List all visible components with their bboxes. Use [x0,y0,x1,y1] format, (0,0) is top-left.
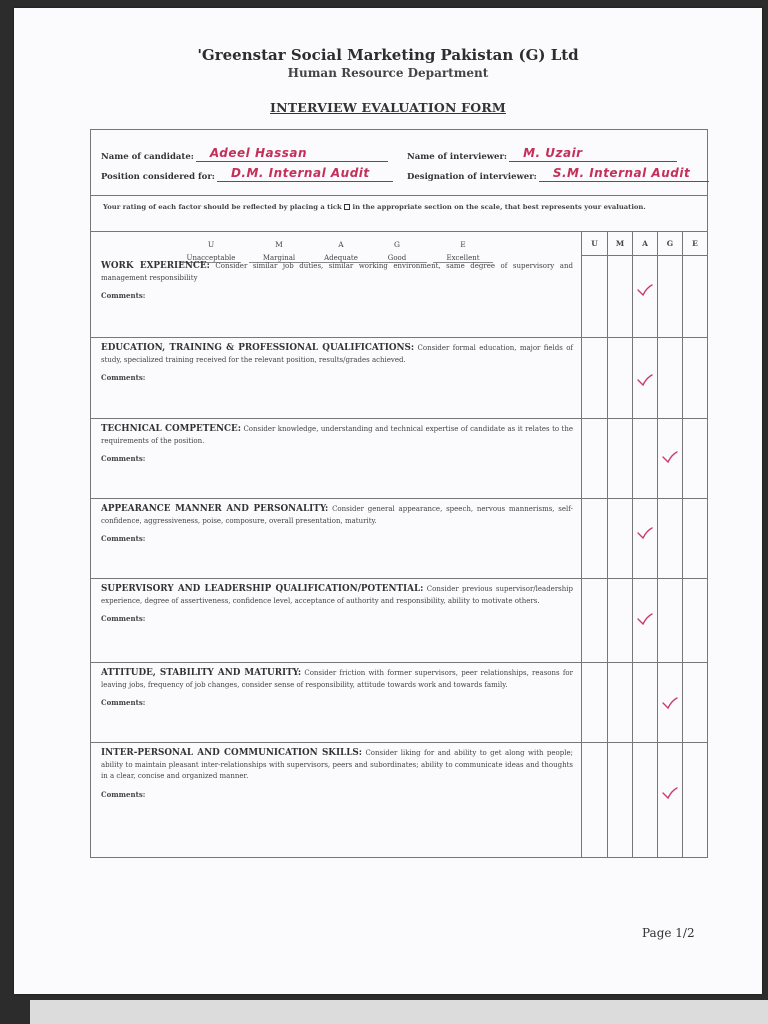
form-header [14,46,762,115]
rating-cell-u[interactable] [581,256,607,337]
scale-word: Marginal [249,254,309,263]
interviewer-name-field[interactable] [509,148,677,162]
next-page-edge [30,1000,768,1024]
column-header-g: G [657,232,682,256]
evaluation-criterion [101,668,573,709]
candidate-info-box [91,130,707,196]
evaluation-row [91,338,707,419]
scale-word: Adequate [311,254,371,263]
designation-value: S.M. Internal Audit [552,166,691,180]
criterion-title: INTER-PERSONAL AND COMMUNICATION SKILLS: [101,748,363,758]
rating-cell-e[interactable] [682,663,707,742]
tick-mark-icon [637,283,653,297]
rating-cell-e[interactable] [682,338,707,418]
rating-tick-mark [662,695,678,709]
scale-code: M [275,240,283,249]
rating-cell-a[interactable] [632,419,657,498]
rating-cell-g[interactable] [657,338,682,418]
instruction-text: Your rating of each factor should be reflected by placing a tick [103,203,342,211]
rating-cell-g[interactable] [657,743,682,857]
rating-cell-m[interactable] [607,579,632,662]
designation-row [407,168,709,182]
scale-code: G [394,240,400,249]
scale-code: A [338,240,344,249]
rating-cell-e[interactable] [682,256,707,337]
evaluation-row [91,419,707,499]
position-row [101,168,393,182]
evaluation-row [91,579,707,663]
evaluation-criterion [101,343,573,384]
rating-cell-g[interactable] [657,499,682,578]
rating-tick-mark [662,785,678,799]
tick-mark-icon [637,526,653,540]
column-header-m: M [607,232,632,256]
comments-label: Comments: [101,789,146,799]
scale-word: Excellent [433,254,493,263]
position-label: Position considered for: [101,172,215,182]
scale-word: Good [367,254,427,263]
tick-mark-icon [637,612,653,626]
evaluation-criterion [101,584,573,625]
rating-tick-mark [637,525,653,539]
rating-cell-u[interactable] [581,579,607,662]
column-header-e: E [682,232,707,256]
criterion-description: Consider formal education, major fields of study, specialized training received for the relevant position, results/grades achieved. [101,344,574,364]
rating-cell-m[interactable] [607,419,632,498]
comments-label: Comments: [101,291,146,300]
position-field[interactable] [217,168,393,182]
column-header-a: A [632,232,657,256]
rating-cell-a[interactable] [632,743,657,857]
candidate-name-field[interactable] [196,148,388,162]
form-title: INTERVIEW EVALUATION FORM [270,100,506,115]
tickbox-icon [344,204,350,210]
rating-cell-m[interactable] [607,663,632,742]
department-name: Human Resource Department [287,66,489,80]
rating-cell-e[interactable] [682,419,707,498]
candidate-name-row [101,148,388,162]
comments-label: Comments: [101,534,146,543]
rating-cell-e[interactable] [682,499,707,578]
scale-code: E [460,240,466,249]
rating-cell-m[interactable] [607,338,632,418]
criterion-title: TECHNICAL COMPETENCE: [101,424,241,434]
criterion-description: Consider knowledge, understanding and technical expertise of candidate as it relates to the requirements of the position. [101,425,574,445]
designation-label: Designation of interviewer: [407,172,537,182]
rating-cell-e[interactable] [682,579,707,662]
rating-cell-u[interactable] [581,338,607,418]
scale-word: Unacceptable [181,254,241,263]
evaluation-row [91,256,707,338]
evaluation-row [91,663,707,743]
comments-label: Comments: [101,454,146,463]
interviewer-name-value: M. Uzair [523,146,583,160]
criterion-description: Consider general appearance, speech, nervous mannerisms, self-confidence, aggressiveness, poise, composure, overall presentation, maturity. [101,505,573,525]
criterion-description: Consider similar job duties, similar working environment, same degree of supervisory and management responsibility [101,262,573,282]
rating-cell-u[interactable] [581,499,607,578]
evaluation-row [91,499,707,579]
rating-tick-mark [662,449,678,463]
criterion-title: EDUCATION, TRAINING & PROFESSIONAL QUALIFICATIONS: [101,343,415,353]
evaluation-form [90,129,708,858]
criterion-description: Consider friction with former supervisors, peer relationships, reasons for leaving jobs, frequency of job changes, consider sense of responsibility, attitude towards work and towards family. [101,669,573,689]
rating-cell-u[interactable] [581,419,607,498]
tick-mark-icon [662,696,678,710]
evaluation-criterion [101,261,573,302]
comments-label: Comments: [101,698,146,707]
evaluation-row [91,743,707,857]
designation-field[interactable] [539,168,709,182]
rating-instruction [91,196,707,232]
rating-tick-mark [637,611,653,625]
interviewer-name-row [407,148,677,162]
criterion-title: ATTITUDE, STABILITY AND MATURITY: [101,668,302,678]
rating-cell-g[interactable] [657,579,682,662]
comments-label: Comments: [101,614,146,623]
criterion-title: APPEARANCE MANNER AND PERSONALITY: [101,504,329,514]
criterion-description: Consider previous supervisor/leadership experience, degree of assertiveness, confidence level, acceptance of authority and responsibility, ability to motivate others. [101,585,573,605]
column-header-u: U [581,232,607,256]
rating-cell-m[interactable] [607,256,632,337]
interviewer-name-label: Name of interviewer: [407,152,508,162]
form-page [14,8,762,994]
rating-cell-a[interactable] [632,663,657,742]
evaluation-criterion [101,748,573,800]
rating-cell-u[interactable] [581,743,607,857]
rating-cell-e[interactable] [682,743,707,857]
rating-cell-g[interactable] [657,256,682,337]
comments-label: Comments: [101,373,146,382]
rating-tick-mark [637,372,653,386]
scale-code: U [207,240,215,249]
criterion-description: Consider liking for and ability to get along with people; ability to maintain pleasant inter-relationships with supervisors, peers and subordinates; ability to communicate ideas and thoughts in a clear, concise and organized manner. [101,749,573,780]
evaluation-criterion [101,424,573,465]
rating-tick-mark [637,282,653,296]
instruction-text-tail: in the appropriate section on the scale, that best represents your evaluation. [352,203,646,211]
rating-cell-m[interactable] [607,499,632,578]
candidate-name-value: Adeel Hassan [209,146,308,160]
tick-mark-icon [662,450,678,464]
candidate-name-label: Name of candidate: [101,152,194,162]
company-name: 'Greenstar Social Marketing Pakistan (G) Ltd [197,46,579,64]
evaluation-criterion [101,504,573,545]
position-value: D.M. Internal Audit [230,166,370,180]
page-number: Page 1/2 [642,926,695,940]
tick-mark-icon [637,373,653,387]
rating-cell-m[interactable] [607,743,632,857]
rating-cell-u[interactable] [581,663,607,742]
tick-mark-icon [662,786,678,800]
criterion-title: WORK EXPERIENCE: [101,261,210,271]
criterion-title: SUPERVISORY AND LEADERSHIP QUALIFICATION/POTENTIAL: [101,584,424,594]
